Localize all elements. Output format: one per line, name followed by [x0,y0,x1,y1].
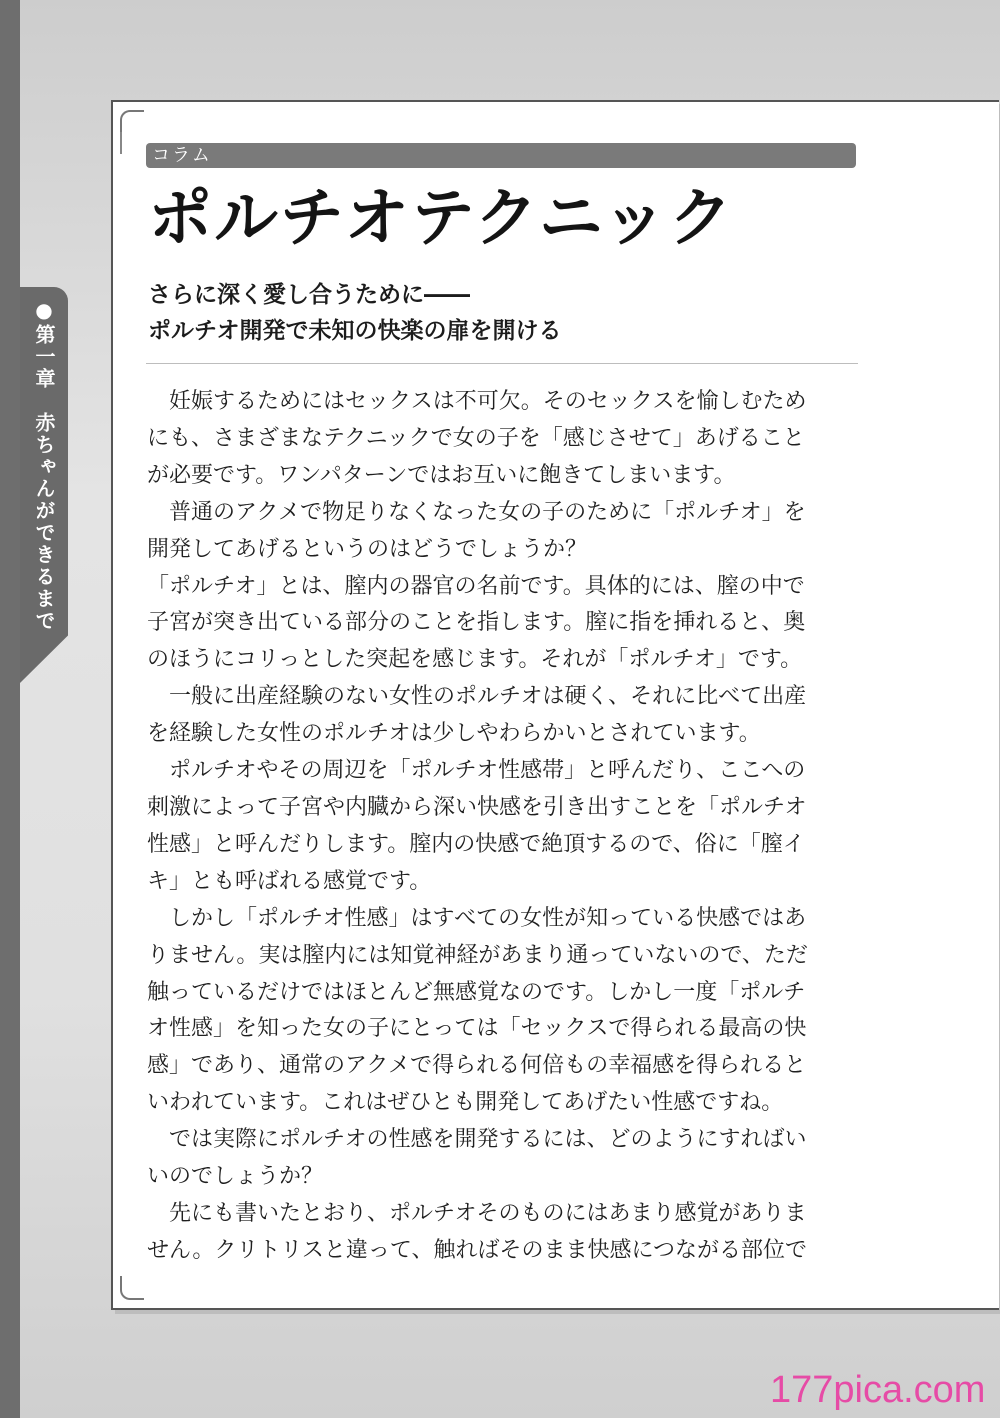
body-line: 感」であり、通常のアクメで得られる何倍もの幸福感を得られると [147,1053,807,1079]
body-line: 「ポルチオ」とは、膣内の器官の名前です。具体的には、膣の中で [147,573,805,599]
body-line: オ性感」を知った女の子にとっては「セックスで得られる最高の快 [147,1016,807,1042]
body-line: 子宮が突き出ている部分のことを指します。膣に指を挿れると、奥 [147,610,806,636]
subtitle [148,277,848,349]
body-line: 一般に出産経験のない女性のポルチオは硬く、それに比べて出産 [147,684,807,710]
body-line: いわれています。これはぜひとも開発してあげたい性感ですね。 [147,1090,784,1116]
subtitle-line: さらに深く愛し合うために―― [148,282,470,308]
body-line: 性感」と呼んだりします。膣内の快感で絶頂するので、俗に「膣イ [147,831,805,857]
body-line: 妊娠するためにはセックスは不可欠。そのセックスを愉しむため [147,389,807,414]
body-line: いのでしょうか？ [147,1164,324,1190]
frame-ornament-line [120,132,122,154]
body-line: 先にも書いたとおり、ポルチオそのものにはあまり感覚がありま [147,1200,807,1226]
body-line: ポルチオやその周辺を「ポルチオ性感帯」と呼んだり、ここへの [147,758,806,784]
body-line: を経験した女性のポルチオは少しやわらかいとされています。 [147,721,761,747]
body-line: 刺激によって子宮や内臓から深い快感を引き出すことを「ポルチオ [147,794,807,820]
body-line: りません。実は膣内には知覚神経があまり通っていないので、ただ [147,942,808,968]
divider-rule [146,363,858,364]
body-line: せん。クリトリスと違って、触ればそのまま快感につながる部位で [147,1237,808,1263]
body-line: のほうにコリっとした突起を感じます。それが「ポルチオ」です。 [147,647,803,673]
body-line: にも、さまざまなテクニックで女の子を「感じさせて」あげること [147,425,805,451]
body-line: しかし「ポルチオ性感」はすべての女性が知っている快感ではあ [147,905,807,931]
frame-corner-ornament-bottom [120,1276,144,1300]
page-edge-strip [0,0,20,1418]
site-watermark: 177pica.com [770,1369,986,1411]
subtitle-line: ポルチオ開発で未知の快楽の扉を開ける [148,318,562,344]
article-body [147,384,859,1270]
body-line: キ」とも呼ばれる感覚です。 [147,868,432,894]
body-line: では実際にポルチオの性感を開発するには、どのようにすればい [147,1127,807,1153]
body-line: が必要です。ワンパターンではお互いに飽きてしまいます。 [147,462,736,488]
frame-corner-ornament-top [120,110,144,134]
body-line: 触っているだけではほとんど無感覚なのです。しかし一度「ポルチ [147,979,806,1005]
body-line: 普通のアクメで物足りなくなった女の子のために「ポルチオ」を [147,499,806,525]
chapter-label: ●第一章 赤ちゃんができるまで [32,298,56,632]
page-title: ポルチオテクニック [148,182,735,256]
body-line: 開発してあげるというのはどうでしょうか？ [147,536,588,562]
column-label-bar: コラム [146,143,856,168]
